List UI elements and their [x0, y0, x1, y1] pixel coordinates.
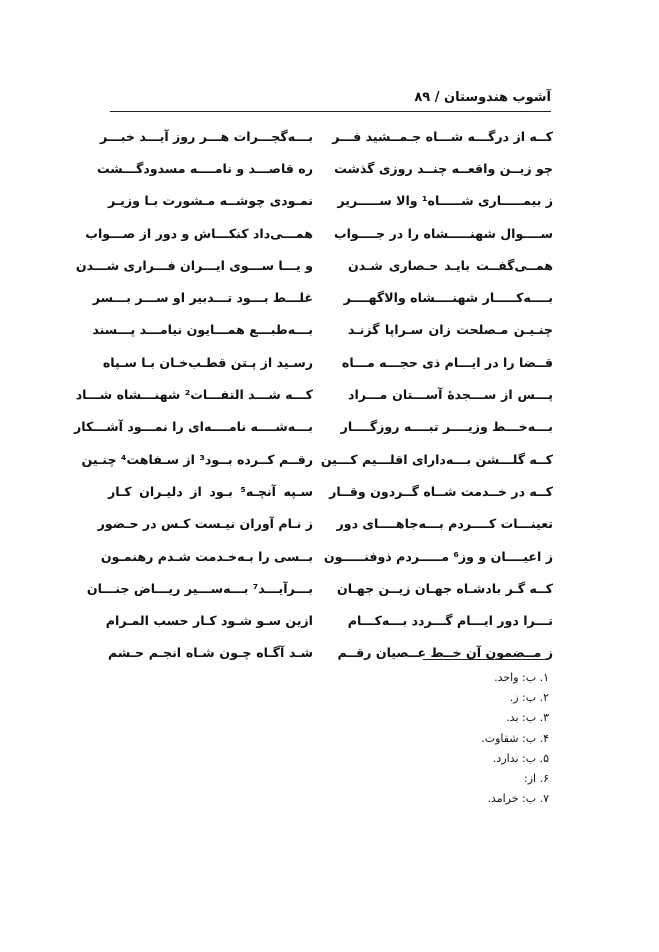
couplet — [100, 120, 553, 152]
hemistich-right: بـــه‌خـــط وزیــــر تبــــه روزگــــار — [340, 419, 553, 435]
hemistich-right: بــــه‌کـــــار شهنــــشاه والاگهــــر — [343, 290, 553, 306]
couplet — [81, 443, 553, 475]
couplet — [92, 281, 553, 313]
hemistich-right: کــه گـر بادشـاه جهـان زیــن جهـان — [337, 580, 553, 596]
hemistich-right: چنـیـن مـصلحت زان سـراپا گزنـد — [348, 322, 553, 338]
hemistich-right: تـــرا دور ایـــام گـــردد بـــه‌کـــام — [347, 613, 553, 629]
hemistich-right: ســــوال شهنـــــشاه را در جــــواب — [333, 225, 553, 241]
hemistich-right: پـــس از ســـجدۀ آســـتان مـــراد — [348, 387, 553, 403]
hemistich-left: غلـــط بـــود تـــدبیر او ســـر بـــسر — [92, 290, 313, 306]
hemistich-left: بـــه‌گجـــرات هـــر روز آیـــد خبـــر — [100, 128, 313, 144]
footnote: ۱. ب: واحد. — [494, 671, 549, 684]
hemistich-left: بـــه‌شــــه نامــــه‌ای را نمـــود آشـــکار — [74, 419, 313, 435]
hemistich-left: بـــه‌طبـــع همـــایون نیامـــد پـــسند — [92, 322, 313, 338]
hemistich-left: و یـــا ســـوی ایـــران فـــراری شـــدن — [75, 257, 313, 273]
couplet — [74, 411, 553, 443]
hemistich-left: ازین سـو شـود کـار حسب المـرام — [105, 613, 313, 629]
hemistich-left: سـپه آنچـه⁵ بـود از دلیـران کـار — [108, 483, 314, 499]
footnote: ۳. ب: بد. — [506, 711, 549, 725]
hemistich-left: ز نـام آوران نیـست کـس در حـضور — [97, 516, 313, 532]
hemistich-left: رسـید از پـتن قطـب‌خـان بـا سـپاه — [102, 354, 313, 370]
hemistich-left: بـــرآیـــد⁷ بـــه‌ســـیر ریـــاض جنـــان — [86, 580, 313, 596]
poem-body — [74, 120, 553, 669]
couplet — [85, 217, 553, 249]
couplet — [100, 540, 553, 572]
couplet — [108, 475, 553, 507]
header-divider — [110, 111, 551, 112]
footnote: ۴. ب: شقاوت. — [481, 731, 549, 745]
header-title: آشوب هندوستان / ۸۹ — [414, 90, 551, 105]
couplet — [97, 508, 553, 540]
footnote: ۵. ب: ندارد. — [492, 751, 549, 765]
footnotes — [349, 668, 549, 809]
hemistich-right: کــه از درگـــه شـــاه جـمــشید فـــر — [332, 128, 553, 144]
hemistich-right: قــضا را در ایـــام ذی حجـــه مـــاه — [341, 354, 553, 370]
hemistich-right: ز مــضمون آن خــط عــصیان رقــم — [337, 645, 553, 661]
footnote: ۲. ب: ز. — [509, 691, 549, 705]
footnote: ۷. ب: خرامد. — [487, 792, 549, 806]
hemistich-left: رقــم کــرده بــود³ از سـفاهت⁴ چنـین — [81, 451, 313, 467]
hemistich-right: تعینـــات کــــردم بـــه‌جاهــــای دور — [336, 516, 553, 532]
hemistich-right: همــی‌گفــت بایـد حـصاری شـدن — [348, 257, 553, 273]
hemistich-left: بــسی را بـه‌خـدمت شـدم رهنمـون — [100, 548, 313, 564]
hemistich-left: کـــه شـــد التفـــات² شهنـــشاه شـــاد — [75, 387, 313, 403]
couplet — [108, 185, 553, 217]
couplet — [108, 637, 553, 669]
couplet — [102, 346, 553, 378]
running-header — [110, 86, 551, 112]
hemistich-left: همـــی‌داد کنکـــاش و دور از صـــواب — [85, 225, 313, 241]
hemistich-right: ز بیمـــــاری شـــــاه¹ والا ســـــریر — [337, 193, 553, 209]
hemistich-right: کــه در خــدمت شــاه گــردون وقــار — [329, 483, 553, 499]
couplet — [96, 152, 553, 184]
couplet — [105, 604, 553, 636]
footnote-divider — [423, 659, 548, 660]
hemistich-left: نمـودی چوشــه مـشورت بـا وزیـر — [108, 193, 313, 209]
hemistich-right: چو زیــن واقعــه چنــد روزی گذشت — [334, 160, 553, 176]
couplet — [75, 378, 553, 410]
footnote: ۶. از: — [524, 771, 549, 785]
hemistich-left: شـد آگـاه چـون شـاه انجـم حـشم — [108, 645, 313, 661]
couplet — [75, 249, 553, 281]
hemistich-right: ز اعیــــان و وز⁶ مـــــردم ذوفنـــــون — [323, 548, 553, 564]
hemistich-right: کــه گلـــشن بـــه‌دارای اقلـــیم کـــین — [320, 451, 553, 467]
couplet — [92, 314, 553, 346]
couplet — [86, 572, 553, 604]
hemistich-left: ره قاصـــد و نامــــه مسدودگـــشت — [96, 160, 313, 176]
